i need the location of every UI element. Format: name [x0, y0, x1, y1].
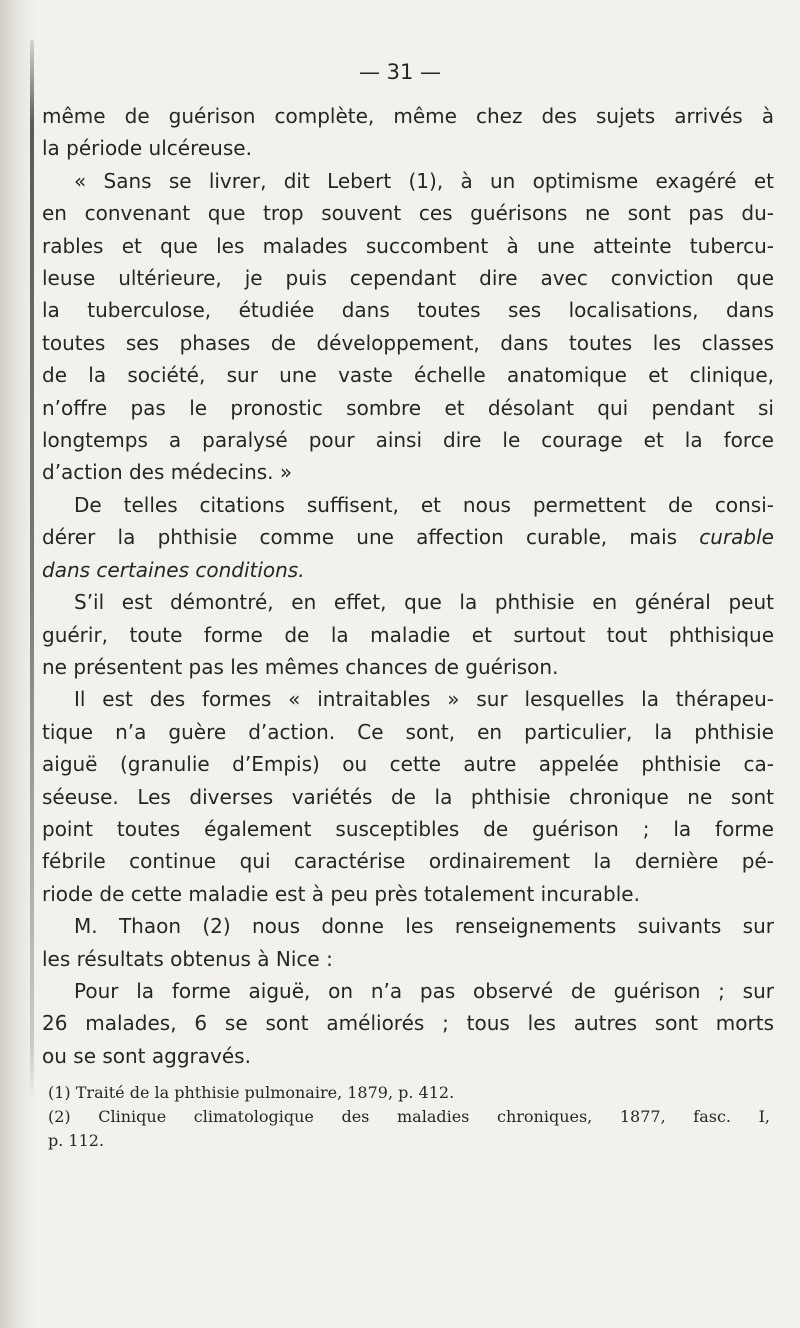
body-text	[42, 100, 774, 1072]
text-line: n’offre pas le pronostic sombre et désolant qui pendant si	[42, 395, 774, 420]
footnotes	[42, 1081, 770, 1153]
text-line: de la société, sur une vaste échelle anatomique et clinique,	[42, 363, 774, 388]
italic-text: dans certaines conditions.	[42, 557, 305, 582]
text-line: guérir, toute forme de la maladie et surtout tout phthisique	[42, 622, 774, 647]
page-number: — 31 —	[358, 60, 442, 84]
text-line: M. Thaon (2) nous donne les renseignements suivants sur	[74, 914, 774, 939]
text-line: point toutes également susceptibles de guérison ; la forme	[42, 816, 774, 841]
text-line: longtemps a paralysé pour ainsi dire le courage et la force	[42, 428, 774, 453]
text-line: 26 malades, 6 se sont améliorés ; tous les autres sont morts	[42, 1011, 774, 1036]
text-line: séeuse. Les diverses variétés de la phthisie chronique ne sont	[42, 784, 774, 809]
text-line: Il est des formes « intraitables » sur lesquelles la thérapeu-	[74, 687, 774, 712]
text-line: ne présentent pas les mêmes chances de guérison.	[42, 654, 559, 679]
text-line: riode de cette maladie est à peu près totalement incurable.	[42, 881, 640, 906]
text-line: les résultats obtenus à Nice :	[42, 946, 333, 971]
text-line: toutes ses phases de développement, dans toutes les classes	[42, 330, 774, 355]
text-line: même de guérison complète, même chez des sujets arrivés à	[42, 104, 774, 128]
footnote-1: (1) Traité de la phthisie pulmonaire, 1879, p. 412.	[48, 1083, 455, 1102]
footnote-2: (2) Clinique climatologique des maladies chroniques, 1877, fasc. I,	[48, 1107, 770, 1126]
footnote-2-continued: p. 112.	[48, 1131, 105, 1150]
text-line: leuse ultérieure, je puis cependant dire avec conviction que	[42, 266, 774, 291]
text-line: Pour la forme aiguë, on n’a pas observé de guérison ; sur	[74, 978, 774, 1003]
text-line: aiguë (granulie d’Empis) ou cette autre appelée phthisie ca-	[42, 752, 774, 777]
text-line: « Sans se livrer, dit Lebert (1), à un optimisme exagéré et	[74, 168, 774, 193]
binding-edge	[30, 40, 34, 1100]
text-line: tique n’a guère d’action. Ce sont, en particulier, la phthisie	[42, 719, 774, 744]
text-line: d’action des médecins. »	[42, 460, 293, 485]
text-line: S’il est démontré, en effet, que la phthisie en général peut	[74, 590, 774, 615]
text-line: ou se sont aggravés.	[42, 1043, 251, 1068]
text-line	[42, 554, 774, 586]
text-line: la tuberculose, étudiée dans toutes ses localisations, dans	[42, 298, 774, 323]
text-line: rables et que les malades succombent à une atteinte tubercu-	[42, 233, 774, 258]
text-line: dérer la phthisie comme une affection curable, mais curable	[42, 525, 774, 550]
italic-text: curable	[699, 525, 774, 550]
text-line: la période ulcéreuse.	[42, 136, 252, 161]
text-line: en convenant que trop souvent ces guérisons ne sont pas du-	[42, 201, 774, 226]
text-line: fébrile continue qui caractérise ordinairement la dernière pé-	[42, 849, 774, 874]
text-line: De telles citations suffisent, et nous permettent de consi-	[74, 492, 774, 517]
